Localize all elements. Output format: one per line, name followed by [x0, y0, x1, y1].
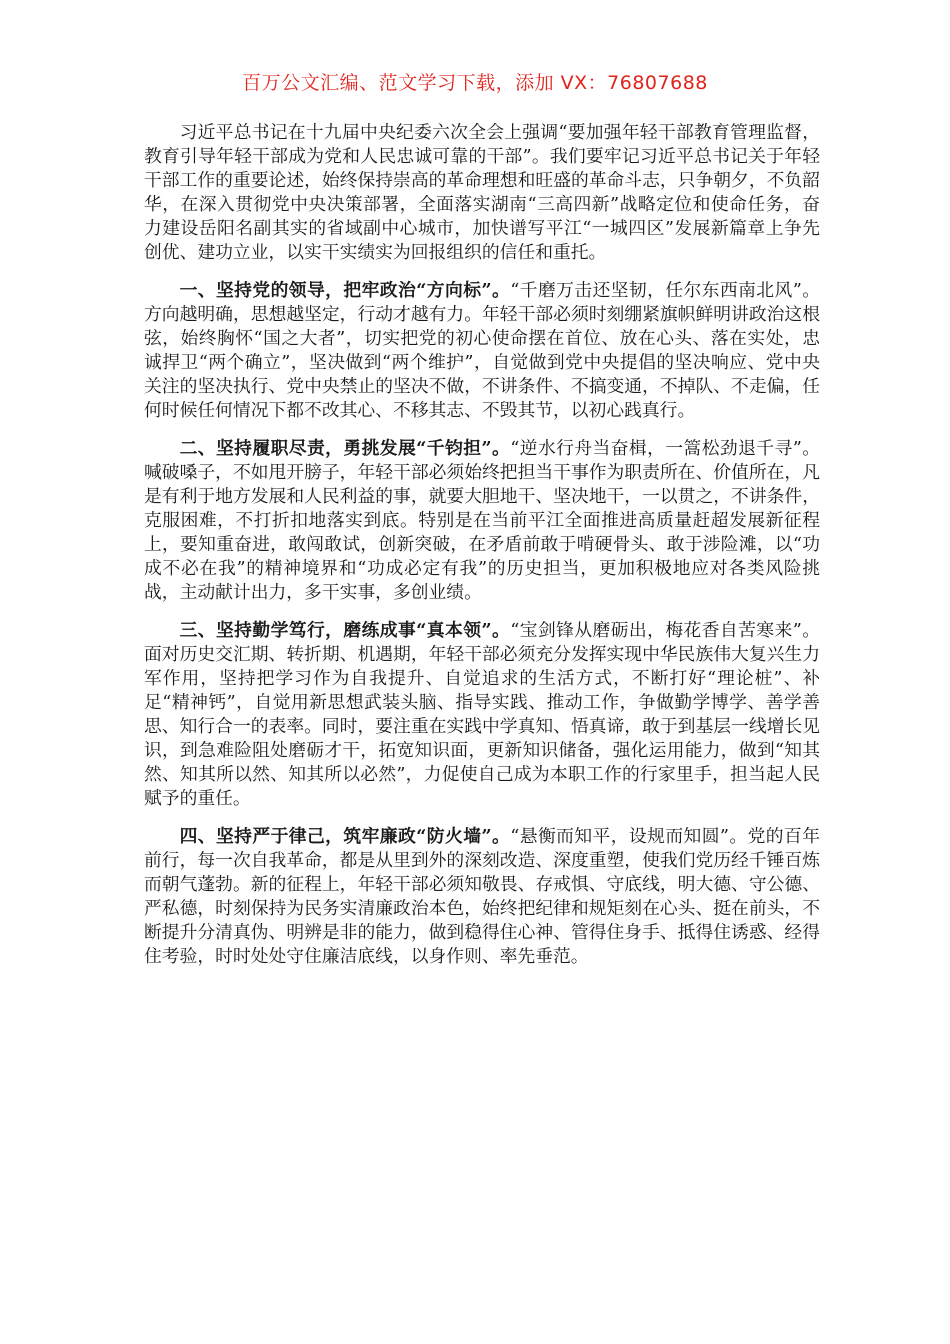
section-body-1: “千磨万击还坚韧，任尔东西南北风”。方向越明确，思想越坚定，行动才越有力。年轻干部必须时刻绷紧旗帜鲜明讲政治这根弦，始终胸怀“国之大者”，切实把党的初心使命摆在首位、放在心头、落在实处，忠诚捍卫“两个确立”，坚决做到“两个维护”，自觉做到党中央提倡的坚决响应、党中央关注的坚决执行、党中央禁止的坚决不做，不讲条件、不搞变通，不掉队、不走偏，任何时候任何情况下都不改其心、不移其志、不毁其节，以初心践真行。	[144, 280, 820, 421]
section-heading-2: 二、坚持履职尽责，勇挑发展“千钧担”。	[179, 438, 511, 459]
section-paragraph-3	[144, 619, 820, 811]
section-heading-1: 一、坚持党的领导，把牢政治“方向标”。	[179, 280, 511, 301]
watermark-banner: 百万公文汇编、范文学习下载，添加 VX：76807688	[242, 72, 708, 94]
section-heading-3: 三、坚持勤学笃行，磨练成事“真本领”。	[179, 620, 511, 641]
section-paragraph-2	[144, 437, 820, 605]
section-paragraph-4	[144, 825, 820, 969]
section-heading-4: 四、坚持严于律己，筑牢廉政“防火墙”。	[179, 826, 511, 847]
section-body-3: “宝剑锋从磨砺出，梅花香自苦寒来”。面对历史交汇期、转折期、机遇期，年轻干部必须充分发挥实现中华民族伟大复兴生力军作用，坚持把学习作为自我提升、自觉追求的生活方式，不断打好“理论桩”、补足“精神钙”，自觉用新思想武装头脑、指导实践、推动工作，争做勤学博学、善学善思、知行合一的表率。同时，要注重在实践中学真知、悟真谛，敢于到基层一线增长见识，到急难险阻处磨砺才干，拓宽知识面，更新知识储备，强化运用能力，做到“知其然、知其所以然、知其所以必然”，力促使自己成为本职工作的行家里手，担当起人民赋予的重任。	[144, 620, 820, 809]
document-body	[144, 121, 820, 983]
section-body-4: “悬衡而知平，设规而知圆”。党的百年前行，每一次自我革命，都是从里到外的深刻改造、深度重塑，使我们党历经千锤百炼而朝气蓬勃。新的征程上，年轻干部必须知敬畏、存戒惧、守底线，明大德、守公德、严私德，时刻保持为民务实清廉政治本色，始终把纪律和规矩刻在心头、挺在前头，不断提升分清真伪、明辨是非的能力，做到稳得住心神、管得住身手、抵得住诱惑、经得住考验，时时处处守住廉洁底线，以身作则、率先垂范。	[144, 826, 820, 967]
intro-paragraph: 习近平总书记在十九届中央纪委六次全会上强调“要加强年轻干部教育管理监督，教育引导年轻干部成为党和人民忠诚可靠的干部”。我们要牢记习近平总书记关于年轻干部工作的重要论述，始终保持崇高的革命理想和旺盛的革命斗志，只争朝夕，不负韶华，在深入贯彻党中央决策部署，全面落实湖南“三高四新”战略定位和使命任务，奋力建设岳阳名副其实的省域副中心城市，加快谱写平江“一城四区”发展新篇章上争先创优、建功立业，以实干实绩实为回报组织的信任和重托。	[144, 122, 820, 263]
section-paragraph-1	[144, 279, 820, 423]
section-body-2: “逆水行舟当奋楫，一篙松劲退千寻”。喊破嗓子，不如甩开膀子，年轻干部必须始终把担当干事作为职责所在、价值所在，凡是有利于地方发展和人民利益的事，就要大胆地干、坚决地干，一以贯之，不讲条件，克服困难，不打折扣地落实到底。特别是在当前平江全面推进高质量赶超发展新征程上，要知重奋进，敢闯敢试，创新突破，在矛盾前敢于啃硬骨头、敢于涉险滩，以“功成不必在我”的精神境界和“功成必定有我”的历史担当，更加积极地应对各类风险挑战，主动献计出力，多干实事，多创业绩。	[144, 438, 820, 603]
